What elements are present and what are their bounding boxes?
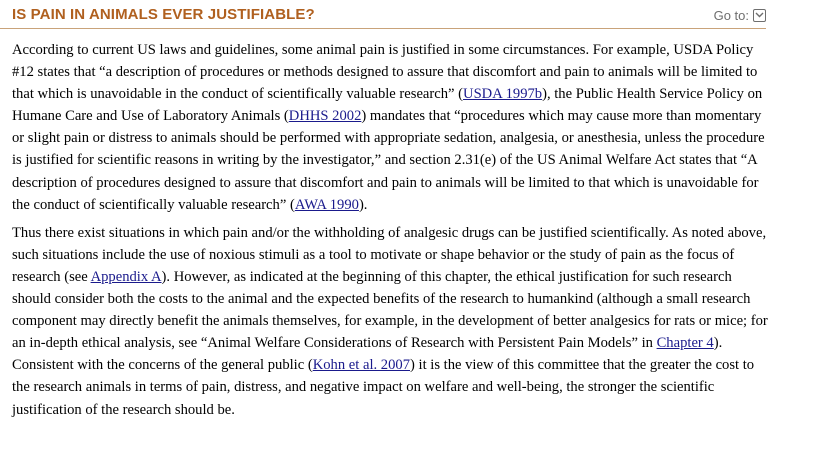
citation-link[interactable]: USDA 1997b [463, 86, 543, 103]
goto-label: Go to: [713, 8, 749, 23]
citation-link[interactable]: AWA 1990 [294, 196, 359, 213]
paragraph-text: ). [358, 196, 368, 213]
paragraph-text: ), the Public Health Service Policy on Humane Care and Use of Laboratory Animals ( [12, 86, 763, 125]
citation-link[interactable]: Appendix A [90, 268, 162, 285]
article-body [12, 39, 772, 427]
paragraph-text: ) mandates that “procedures which may cause more than momentary or slight pain or distress to animals should be performed with appropriate sedation, analgesia, or anesthesia, unless the procedure is justified for scientific reasons in writing by the investigator,” and section 2.31(e) of the US Animal Welfare Act states that “A description of procedures designed to assure that discomfort and pain to animals will be limited to that which is unavoidable for the conduct of scientifically valuable research” ( [12, 108, 765, 213]
paragraph-text: According to current US laws and guidelines, some animal pain is justified in some circumstances. For example, USDA Policy #12 states that “a description of procedures or methods designed to assure that discomfort and pain to animals will be limited to that which is unavoidable in the conduct of scientifically valuable research” ( [12, 42, 758, 103]
citation-link[interactable]: Chapter 4 [656, 335, 714, 352]
chevron-down-icon[interactable] [753, 9, 766, 22]
section-title: IS PAIN IN ANIMALS EVER JUSTIFIABLE? [12, 6, 315, 23]
paragraph [12, 222, 772, 421]
section-header [0, 0, 766, 29]
goto-menu[interactable] [714, 8, 766, 23]
citation-link[interactable]: DHHS 2002 [288, 108, 362, 125]
paragraph-text: Thus there exist situations in which pain and/or the withholding of analgesic drugs can be justified scientifically. As noted above, such situations include the use of noxious stimuli as a tool to motivate or shape behavior or the study of pain as the focus of research (see [12, 224, 767, 285]
paragraph-text: ). However, as indicated at the beginning of this chapter, the ethical justification for such research should consider both the costs to the animal and the expected benefits of the research to humankind (although a small research component may directly benefit the animals themselves, for example, in the development of better analgesics for rats or mice; for an in-depth ethical analysis, see “Animal Welfare Considerations of Research with Persistent Pain Models” in [12, 268, 768, 352]
paragraph [12, 39, 772, 216]
citation-link[interactable]: Kohn et al. 2007 [312, 357, 410, 374]
paragraph-text: ). Consistent with the concerns of the general public ( [12, 335, 723, 374]
paragraph-text: ) it is the view of this committee that the greater the cost to the research animals in terms of pain, distress, and negative impact on welfare and well-being, the stronger the scientific justification of the research should be. [12, 357, 755, 418]
